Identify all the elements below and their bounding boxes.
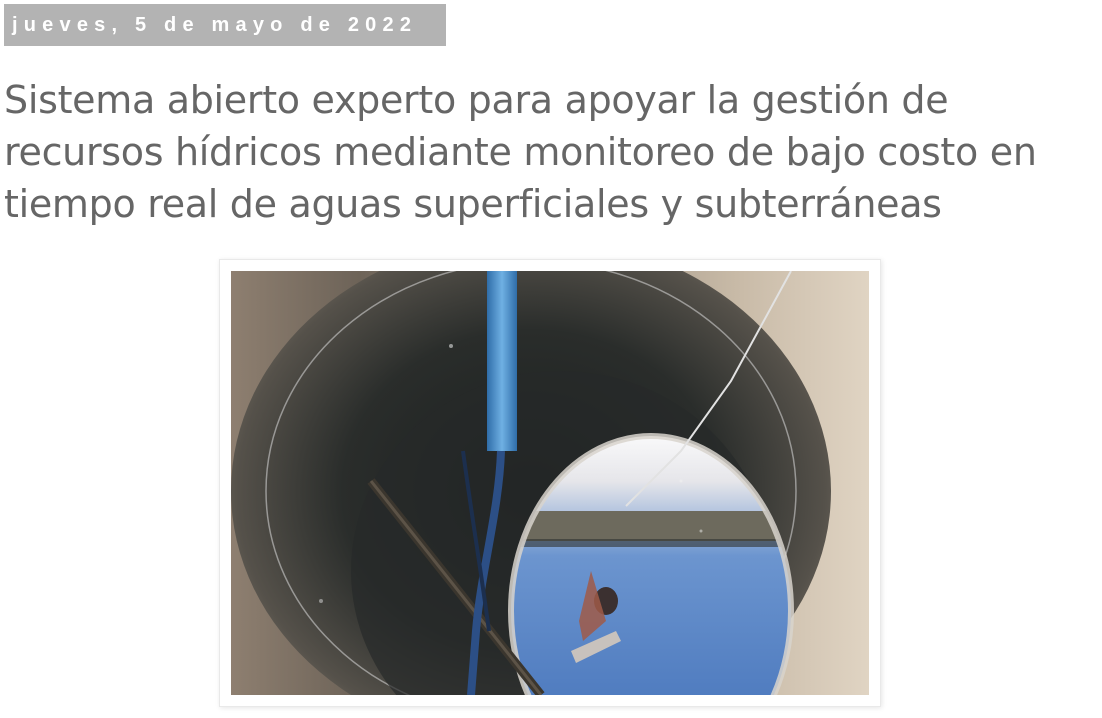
well-photo bbox=[231, 271, 869, 695]
post-image-frame[interactable] bbox=[219, 259, 881, 707]
date-header: jueves, 5 de mayo de 2022 bbox=[4, 4, 446, 46]
post-title[interactable]: Sistema abierto experto para apoyar la gestión de recursos hídricos mediante monitoreo de bajo costo en tiempo real de aguas superficiales y subterráneas bbox=[4, 78, 1037, 226]
